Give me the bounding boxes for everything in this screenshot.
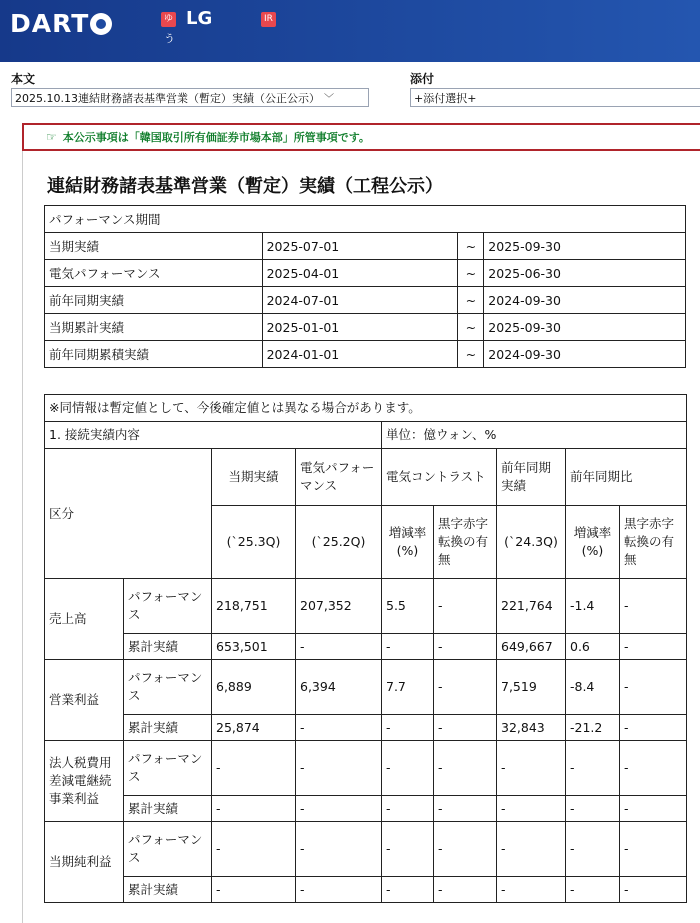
table-cell: -1.4 bbox=[566, 579, 620, 634]
ir-badge[interactable]: IR bbox=[261, 12, 276, 27]
table-cell: 25,874 bbox=[212, 715, 296, 741]
table-cell: - bbox=[212, 877, 296, 903]
table-cell: 電気パフォーマンス bbox=[45, 260, 263, 287]
table-cell: - bbox=[434, 715, 497, 741]
table-cell: - bbox=[620, 715, 687, 741]
row-group-label: 当期純利益 bbox=[45, 822, 124, 903]
table-cell: ~ bbox=[458, 287, 484, 314]
table-cell: 増減率(%) bbox=[566, 506, 620, 579]
pointing-hand-icon: ☞ bbox=[46, 130, 57, 144]
provisional-note: ※同情報は暫定値として、今後確定値とは異なる場合があります。 bbox=[45, 395, 687, 422]
table-cell: - bbox=[296, 796, 382, 822]
table-cell: 黒字赤字転換の有無 bbox=[620, 506, 687, 579]
division-header: 区分 bbox=[45, 449, 212, 579]
table-cell: - bbox=[434, 822, 497, 877]
table-cell: - bbox=[212, 741, 296, 796]
table-cell: パフォーマンス bbox=[124, 579, 212, 634]
period-heading: パフォーマンス期間 bbox=[45, 206, 686, 233]
table-cell: ~ bbox=[458, 341, 484, 368]
row-group-label: 営業利益 bbox=[45, 660, 124, 741]
table-cell: 前年同期累積実績 bbox=[45, 341, 263, 368]
table-cell: - bbox=[434, 796, 497, 822]
table-cell: 累計実績 bbox=[124, 877, 212, 903]
table-cell: ~ bbox=[458, 260, 484, 287]
table-cell: - bbox=[434, 579, 497, 634]
table-cell: -21.2 bbox=[566, 715, 620, 741]
table-cell: - bbox=[382, 796, 434, 822]
table-cell: ~ bbox=[458, 233, 484, 260]
table-cell: 0.6 bbox=[566, 634, 620, 660]
unit-label: 単位：億ウォン、% bbox=[382, 422, 687, 449]
table-cell: 前年同期実績 bbox=[497, 449, 566, 506]
table-row bbox=[45, 579, 687, 634]
table-cell: パフォーマンス bbox=[124, 822, 212, 877]
table-cell: - bbox=[566, 877, 620, 903]
table-cell: 2025-09-30 bbox=[484, 233, 686, 260]
table-cell: 2025-04-01 bbox=[262, 260, 458, 287]
table-cell: 649,667 bbox=[497, 634, 566, 660]
table-cell: - bbox=[212, 796, 296, 822]
row-group-label: 売上高 bbox=[45, 579, 124, 660]
table-row bbox=[45, 715, 687, 741]
top-header bbox=[0, 0, 700, 62]
dart-logo[interactable]: DART bbox=[10, 9, 112, 38]
table-cell: 207,352 bbox=[296, 579, 382, 634]
jurisdiction-notice: ☞ 本公示事項は「韓国取引所有価証券市場本部」所管事項です。 bbox=[22, 123, 700, 151]
table-cell: 2025-09-30 bbox=[484, 314, 686, 341]
table-cell: 6,889 bbox=[212, 660, 296, 715]
table-cell: 累計実績 bbox=[124, 796, 212, 822]
table-row bbox=[45, 287, 686, 314]
table-cell: 7.7 bbox=[382, 660, 434, 715]
table-cell: - bbox=[620, 741, 687, 796]
table-cell: - bbox=[434, 660, 497, 715]
table-row bbox=[45, 741, 687, 796]
table-row bbox=[45, 796, 687, 822]
table-cell: 電気パフォーマンス bbox=[296, 449, 382, 506]
table-cell: ~ bbox=[458, 314, 484, 341]
table-cell: 当期累計実績 bbox=[45, 314, 263, 341]
performance-period-table bbox=[44, 205, 686, 368]
document-title: 連結財務諸表基準営業（暫定）実績（工程公示） bbox=[47, 176, 443, 197]
table-cell: 6,394 bbox=[296, 660, 382, 715]
table-cell: - bbox=[497, 796, 566, 822]
table-row bbox=[45, 634, 687, 660]
table-row bbox=[45, 233, 686, 260]
table-cell: 当期実績 bbox=[45, 233, 263, 260]
table-cell: 7,519 bbox=[497, 660, 566, 715]
section-title: 1. 接続実績内容 bbox=[45, 422, 382, 449]
table-cell: - bbox=[434, 741, 497, 796]
table-cell: - bbox=[382, 741, 434, 796]
market-badge-sub: う bbox=[164, 32, 175, 45]
table-cell: - bbox=[566, 796, 620, 822]
table-cell: 2025-06-30 bbox=[484, 260, 686, 287]
table-cell: - bbox=[296, 877, 382, 903]
table-cell: - bbox=[434, 634, 497, 660]
table-cell: (`25.2Q) bbox=[296, 506, 382, 579]
table-cell: 黒字赤字転換の有無 bbox=[434, 506, 497, 579]
table-cell: 前年同期実績 bbox=[45, 287, 263, 314]
table-cell: パフォーマンス bbox=[124, 741, 212, 796]
table-cell: 増減率(%) bbox=[382, 506, 434, 579]
table-cell: 2024-09-30 bbox=[484, 341, 686, 368]
table-cell: 2024-07-01 bbox=[262, 287, 458, 314]
table-cell: - bbox=[620, 796, 687, 822]
results-table bbox=[44, 394, 687, 903]
company-name[interactable]: LG bbox=[186, 8, 213, 29]
table-row bbox=[45, 260, 686, 287]
table-cell: 累計実績 bbox=[124, 715, 212, 741]
table-cell: (`24.3Q) bbox=[497, 506, 566, 579]
table-cell: - bbox=[296, 741, 382, 796]
chevron-down-icon: ﹀ bbox=[323, 94, 334, 105]
dart-logo-mark-icon bbox=[90, 13, 112, 35]
table-cell: - bbox=[620, 822, 687, 877]
table-cell: - bbox=[566, 741, 620, 796]
table-cell: 前年同期比 bbox=[566, 449, 687, 506]
market-badge: ゆ bbox=[161, 12, 176, 27]
table-cell: - bbox=[620, 579, 687, 634]
table-cell: 2024-01-01 bbox=[262, 341, 458, 368]
table-cell: - bbox=[497, 741, 566, 796]
table-cell: 221,764 bbox=[497, 579, 566, 634]
attach-label: 添付 bbox=[410, 72, 435, 86]
table-cell: 累計実績 bbox=[124, 634, 212, 660]
table-cell: 32,843 bbox=[497, 715, 566, 741]
table-cell: -8.4 bbox=[566, 660, 620, 715]
table-cell: - bbox=[620, 877, 687, 903]
table-cell: - bbox=[497, 877, 566, 903]
table-cell: 218,751 bbox=[212, 579, 296, 634]
table-cell: 2024-09-30 bbox=[484, 287, 686, 314]
table-row bbox=[45, 341, 686, 368]
table-cell: 電気コントラスト bbox=[382, 449, 497, 506]
table-cell: - bbox=[566, 822, 620, 877]
row-group-label: 法人税費用差減電継続事業利益 bbox=[45, 741, 124, 822]
table-cell: 当期実績 bbox=[212, 449, 296, 506]
table-cell: - bbox=[382, 822, 434, 877]
body-label: 本文 bbox=[11, 72, 36, 86]
table-cell: - bbox=[296, 634, 382, 660]
table-cell: - bbox=[296, 822, 382, 877]
table-row bbox=[45, 660, 687, 715]
table-cell: - bbox=[620, 660, 687, 715]
table-row bbox=[45, 314, 686, 341]
table-cell: 2025-01-01 bbox=[262, 314, 458, 341]
table-cell: - bbox=[434, 877, 497, 903]
table-cell: - bbox=[382, 634, 434, 660]
table-cell: パフォーマンス bbox=[124, 660, 212, 715]
table-row bbox=[45, 822, 687, 877]
table-row bbox=[45, 877, 687, 903]
table-cell: - bbox=[620, 634, 687, 660]
table-cell: 653,501 bbox=[212, 634, 296, 660]
table-cell: 2025-07-01 bbox=[262, 233, 458, 260]
attachment-select[interactable]: +添付選択+ bbox=[410, 88, 700, 107]
table-cell: - bbox=[296, 715, 382, 741]
body-document-select[interactable]: 2025.10.13連結財務諸表基準営業（暫定）実績（公正公示） ﹀ bbox=[11, 88, 369, 107]
table-cell: - bbox=[497, 822, 566, 877]
table-cell: 5.5 bbox=[382, 579, 434, 634]
table-cell: - bbox=[382, 877, 434, 903]
table-cell: (`25.3Q) bbox=[212, 506, 296, 579]
table-cell: - bbox=[382, 715, 434, 741]
table-cell: - bbox=[212, 822, 296, 877]
